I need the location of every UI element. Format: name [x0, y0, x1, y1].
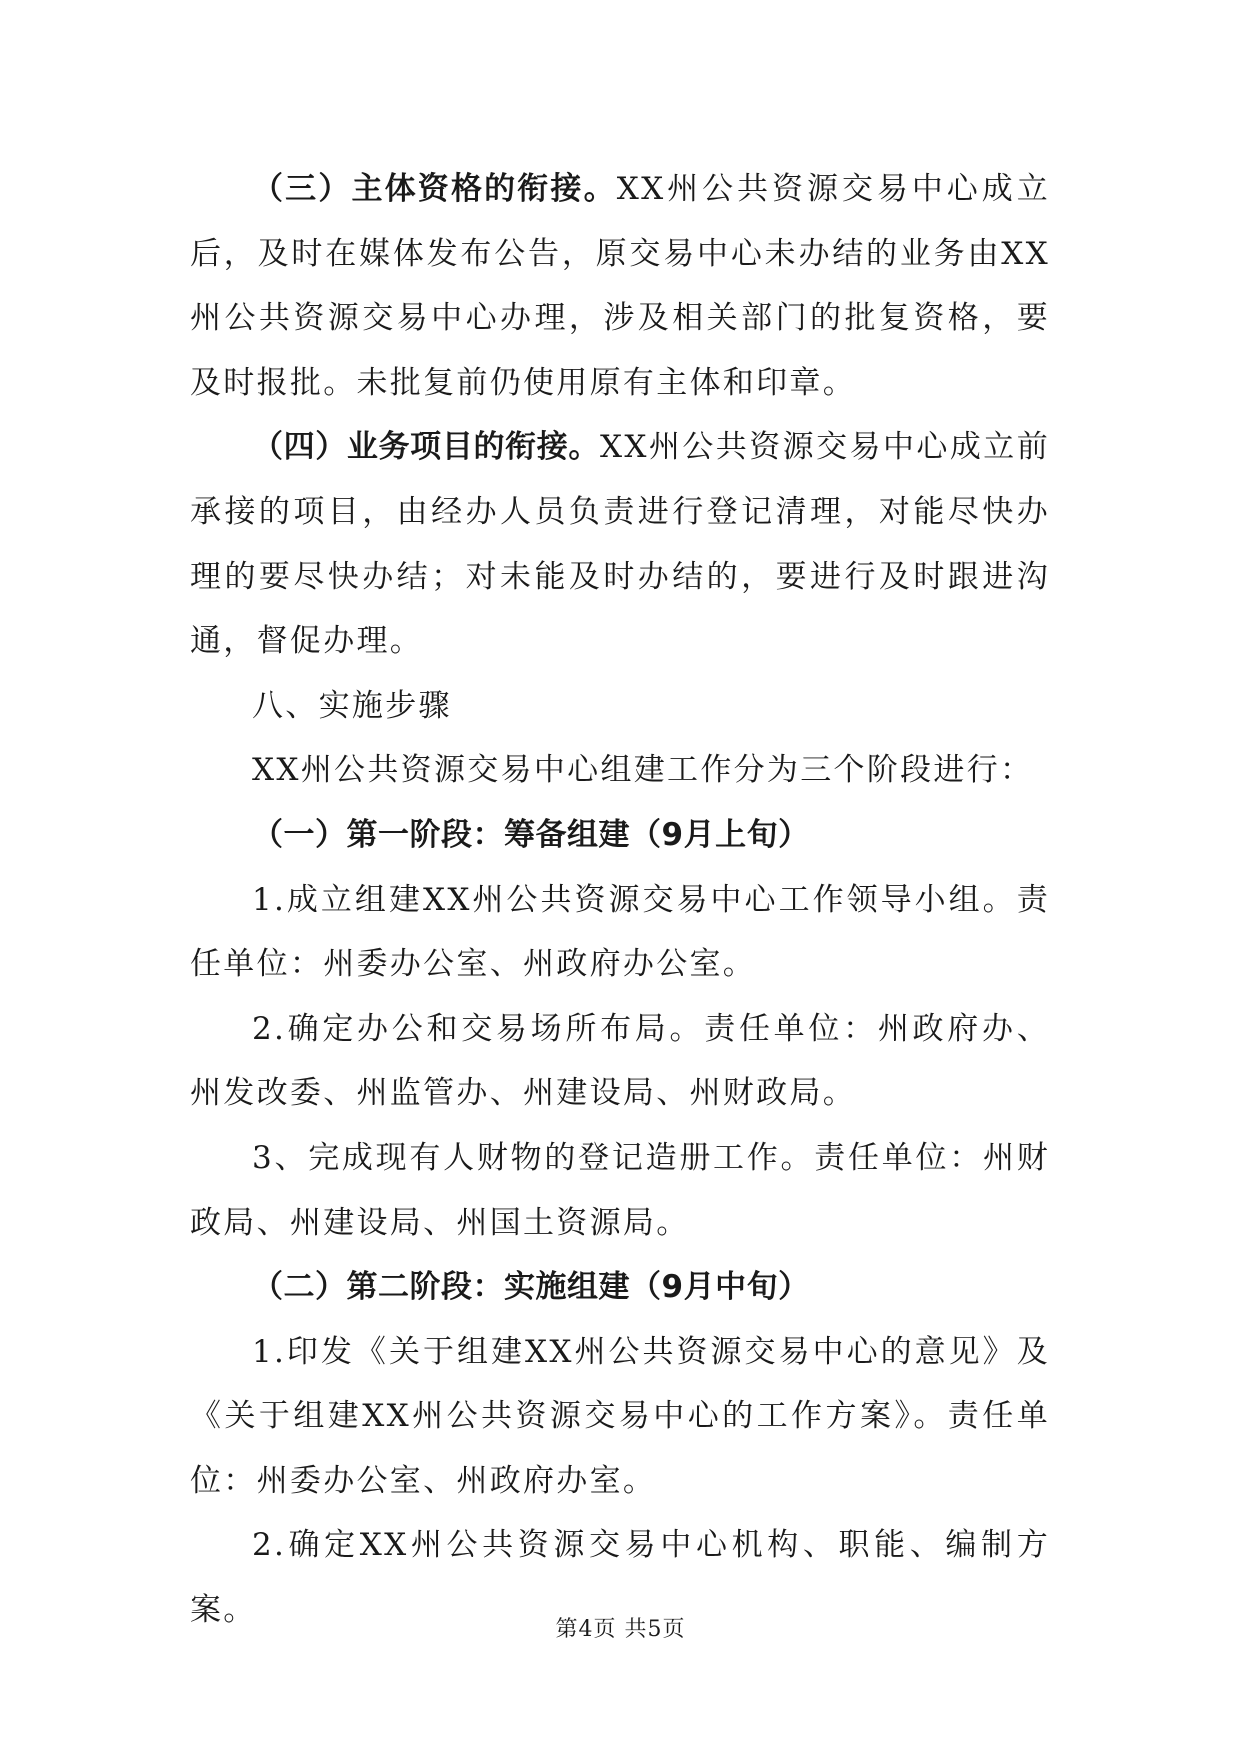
paragraph-text: XX州公共资源交易中心成立前承接的项目，由经办人员负责进行登记清理，对能尽快办理的要尽快办结；对未能及时办结的，要进行及时跟进沟通，督促办理。 [190, 429, 1050, 660]
paragraph-text: XX州公共资源交易中心成立后，及时在媒体发布公告，原交易中心未办结的业务由XX州公共资源交易中心办理，涉及相关部门的批复资格，要及时报批。未批复前仍使用原有主体和印章。 [190, 171, 1050, 401]
paragraph-subject-qualification [190, 157, 1050, 415]
paragraph-business-projects [190, 415, 1050, 673]
phase1-item: 1.成立组建XX州公共资源交易中心工作领导小组。责任单位：州委办公室、州政府办公室。 [190, 881, 1050, 983]
phase2-item: 2.确定XX州公共资源交易中心机构、职能、编制方案。 [190, 1527, 1050, 1629]
phase2-heading: （二）第二阶段：实施组建（9月中旬） [252, 1269, 810, 1306]
phase1-heading: （一）第一阶段：筹备组建（9月上旬） [252, 816, 810, 853]
section-heading: 八、实施步骤 [252, 687, 452, 724]
phase1-item: 2.确定办公和交易场所布局。责任单位：州政府办、州发改委、州监管办、州建设局、州财政局。 [190, 1010, 1050, 1112]
phase2-item: 1.印发《关于组建XX州公共资源交易中心的意见》及《关于组建XX州公共资源交易中心的工作方案》。责任单位：州委办公室、州政府办室。 [190, 1333, 1050, 1499]
paragraph-lead: （四）业务项目的衔接。 [252, 429, 601, 466]
phase1-item: 3、完成现有人财物的登记造册工作。责任单位：州财政局、州建设局、州国土资源局。 [190, 1139, 1050, 1241]
document-body [190, 157, 1050, 1643]
section-intro: XX州公共资源交易中心组建工作分为三个阶段进行： [252, 752, 1034, 789]
paragraph-lead: （三）主体资格的衔接。 [252, 171, 617, 207]
page-footer: 第4页 共5页 [555, 1617, 686, 1642]
